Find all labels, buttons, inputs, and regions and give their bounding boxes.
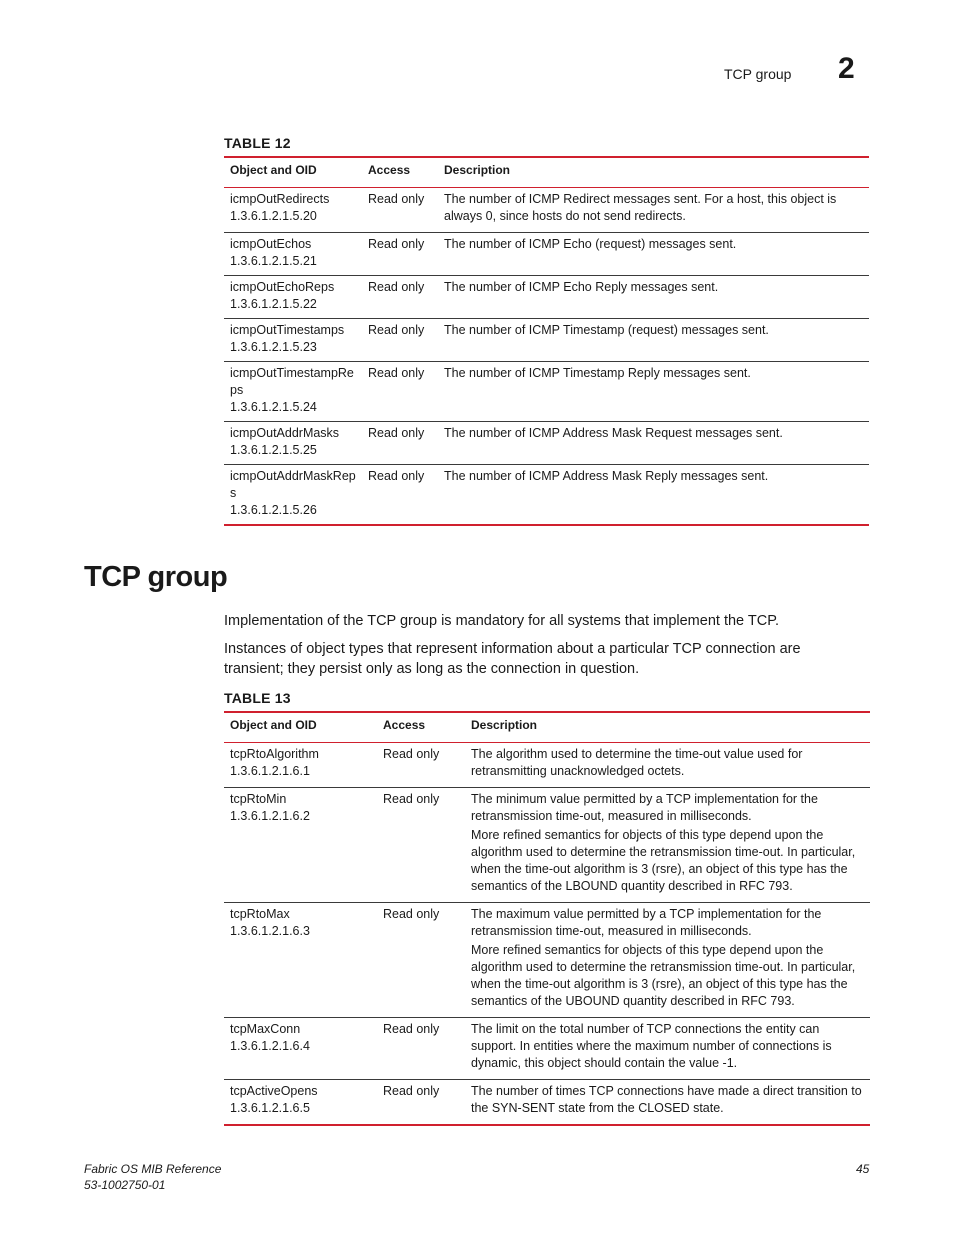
access-cell: Read only bbox=[377, 1080, 465, 1126]
header-chapter-number: 2 bbox=[838, 52, 855, 85]
description-paragraph: The number of ICMP Address Mask Reply messages sent. bbox=[444, 469, 769, 483]
object-cell bbox=[224, 788, 377, 903]
object-oid: 1.3.6.1.2.1.6.3 bbox=[230, 924, 310, 938]
object-name: icmpOutAddrMaskReps bbox=[230, 469, 356, 500]
intro-paragraph: Implementation of the TCP group is mandatory for all systems that implement the TCP. bbox=[224, 613, 780, 629]
object-cell bbox=[224, 1018, 377, 1080]
access-cell: Read only bbox=[362, 233, 438, 276]
object-name: icmpOutAddrMasks bbox=[230, 426, 340, 440]
object-name: icmpOutEchoReps bbox=[230, 280, 335, 294]
object-oid: 1.3.6.1.2.1.6.4 bbox=[230, 1039, 310, 1053]
object-cell bbox=[224, 465, 362, 526]
footer-doc-title: Fabric OS MIB Reference bbox=[84, 1162, 222, 1176]
description-paragraph: The limit on the total number of TCP connections the entity can support. In entities where the maximum number of connections is dynamic, this object should contain the value -1. bbox=[471, 1022, 832, 1070]
description-paragraph: The number of ICMP Timestamp (request) messages sent. bbox=[444, 323, 769, 337]
description-paragraph: The minimum value permitted by a TCP implementation for the retransmission time-out, measured in milliseconds. bbox=[471, 792, 818, 823]
description-cell bbox=[438, 276, 869, 319]
description-cell bbox=[465, 743, 870, 788]
object-oid: 1.3.6.1.2.1.5.25 bbox=[230, 443, 317, 457]
table-row bbox=[224, 422, 869, 465]
description-paragraph: The number of times TCP connections have made a direct transition to the SYN-SENT state from the CLOSED state. bbox=[471, 1084, 862, 1115]
transient-paragraph: Instances of object types that represent information about a particular TCP connection are transient; they persist only as long as the connection in question. bbox=[224, 641, 801, 677]
access-cell: Read only bbox=[362, 188, 438, 233]
column-header-access: Access bbox=[362, 157, 438, 188]
table-12 bbox=[224, 156, 869, 526]
description-paragraph: The number of ICMP Address Mask Request messages sent. bbox=[444, 426, 783, 440]
object-cell bbox=[224, 743, 377, 788]
object-name: tcpMaxConn bbox=[230, 1022, 301, 1036]
object-oid: 1.3.6.1.2.1.5.20 bbox=[230, 209, 317, 223]
description-cell bbox=[465, 1018, 870, 1080]
object-cell bbox=[224, 903, 377, 1018]
access-cell: Read only bbox=[362, 465, 438, 526]
description-paragraph: The maximum value permitted by a TCP implementation for the retransmission time-out, measured in milliseconds. bbox=[471, 907, 822, 938]
description-cell bbox=[438, 465, 869, 526]
description-cell bbox=[465, 1080, 870, 1126]
object-cell bbox=[224, 233, 362, 276]
object-name: tcpRtoMin bbox=[230, 792, 287, 806]
table-13 bbox=[224, 711, 870, 1126]
table-header-row bbox=[224, 157, 869, 188]
table-13-caption: TABLE 13 bbox=[224, 690, 291, 706]
object-cell bbox=[224, 319, 362, 362]
access-cell: Read only bbox=[377, 743, 465, 788]
footer-left bbox=[84, 1161, 221, 1193]
access-cell: Read only bbox=[377, 788, 465, 903]
description-paragraph: The number of ICMP Timestamp Reply messages sent. bbox=[444, 366, 751, 380]
column-header-access: Access bbox=[377, 712, 465, 743]
description-paragraph: The number of ICMP Echo (request) messages sent. bbox=[444, 237, 737, 251]
description-cell bbox=[438, 422, 869, 465]
object-oid: 1.3.6.1.2.1.5.22 bbox=[230, 297, 317, 311]
object-cell bbox=[224, 1080, 377, 1126]
object-cell bbox=[224, 362, 362, 422]
description-cell bbox=[438, 362, 869, 422]
object-name: tcpActiveOpens bbox=[230, 1084, 318, 1098]
description-paragraph: The number of ICMP Echo Reply messages sent. bbox=[444, 280, 719, 294]
description-paragraph: The algorithm used to determine the time-out value used for retransmitting unacknowledged octets. bbox=[471, 747, 803, 778]
access-cell: Read only bbox=[362, 422, 438, 465]
object-oid: 1.3.6.1.2.1.5.23 bbox=[230, 340, 317, 354]
description-paragraph: More refined semantics for objects of this type depend upon the algorithm used to determine the retransmission time-out. In particular, when the time-out algorithm is 3 (rsre), an object of this type has the semantics of the UBOUND quantity described in RFC 793. bbox=[471, 943, 856, 1008]
access-cell: Read only bbox=[377, 1018, 465, 1080]
access-cell: Read only bbox=[362, 319, 438, 362]
object-oid: 1.3.6.1.2.1.6.5 bbox=[230, 1101, 310, 1115]
description-cell bbox=[438, 319, 869, 362]
object-oid: 1.3.6.1.2.1.6.1 bbox=[230, 764, 310, 778]
description-cell bbox=[465, 903, 870, 1018]
object-name: tcpRtoAlgorithm bbox=[230, 747, 319, 761]
column-header-object: Object and OID bbox=[224, 712, 377, 743]
object-cell bbox=[224, 422, 362, 465]
description-cell bbox=[465, 788, 870, 903]
object-name: icmpOutRedirects bbox=[230, 192, 330, 206]
description-paragraph: More refined semantics for objects of this type depend upon the algorithm used to determine the retransmission time-out. In particular, when the time-out algorithm is 3 (rsre), an object of this type has the semantics of the LBOUND quantity described in RFC 793. bbox=[471, 828, 856, 893]
table-header-row bbox=[224, 712, 870, 743]
table-row bbox=[224, 903, 870, 1018]
table-row bbox=[224, 1080, 870, 1126]
table-row bbox=[224, 319, 869, 362]
object-oid: 1.3.6.1.2.1.5.26 bbox=[230, 503, 317, 517]
column-header-description: Description bbox=[465, 712, 870, 743]
description-cell bbox=[438, 188, 869, 233]
table-row bbox=[224, 743, 870, 788]
column-header-description: Description bbox=[438, 157, 869, 188]
object-cell bbox=[224, 188, 362, 233]
object-oid: 1.3.6.1.2.1.6.2 bbox=[230, 809, 310, 823]
table-row bbox=[224, 188, 869, 233]
object-name: icmpOutTimestamps bbox=[230, 323, 345, 337]
column-header-object: Object and OID bbox=[224, 157, 362, 188]
table-row bbox=[224, 233, 869, 276]
table-row bbox=[224, 788, 870, 903]
table-row bbox=[224, 1018, 870, 1080]
access-cell: Read only bbox=[362, 276, 438, 319]
description-cell bbox=[438, 233, 869, 276]
header-section-name: TCP group bbox=[724, 66, 792, 82]
table-row bbox=[224, 362, 869, 422]
table-row bbox=[224, 465, 869, 526]
object-name: icmpOutEchos bbox=[230, 237, 312, 251]
table-12-caption: TABLE 12 bbox=[224, 135, 291, 151]
object-cell bbox=[224, 276, 362, 319]
access-cell: Read only bbox=[362, 362, 438, 422]
description-paragraph: The number of ICMP Redirect messages sent. For a host, this object is always 0, since hosts do not send redirects. bbox=[444, 192, 837, 223]
object-name: icmpOutTimestampReps bbox=[230, 366, 354, 397]
access-cell: Read only bbox=[377, 903, 465, 1018]
footer-page-number: 45 bbox=[856, 1162, 870, 1176]
section-title: TCP group bbox=[84, 561, 228, 593]
object-oid: 1.3.6.1.2.1.5.21 bbox=[230, 254, 317, 268]
object-name: tcpRtoMax bbox=[230, 907, 290, 921]
table-row bbox=[224, 276, 869, 319]
footer-doc-number: 53-1002750-01 bbox=[84, 1178, 166, 1192]
object-oid: 1.3.6.1.2.1.5.24 bbox=[230, 400, 317, 414]
